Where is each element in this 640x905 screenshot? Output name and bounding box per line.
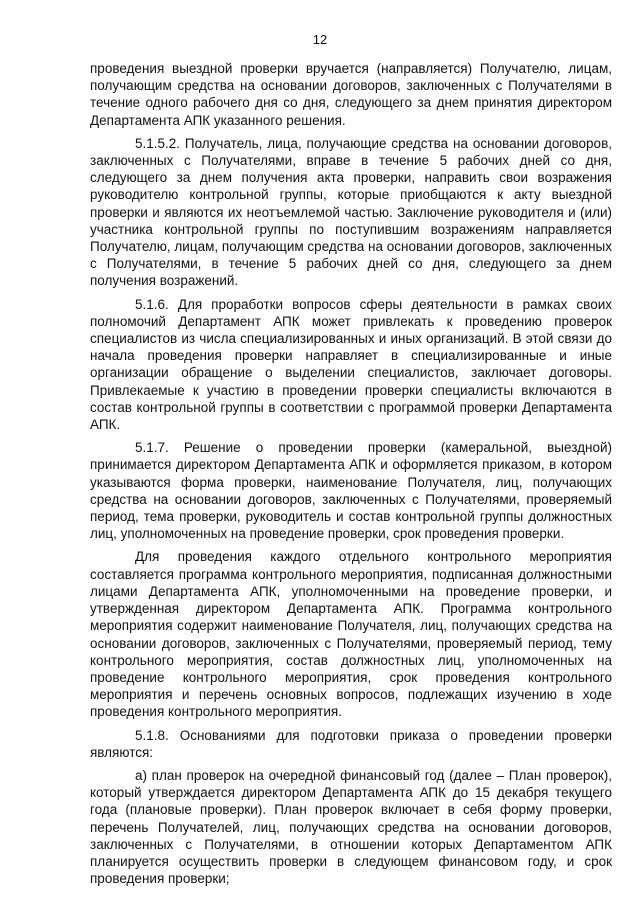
paragraph-5-1-7: 5.1.7. Решение о проведении проверки (камеральной, выездной) принимается директором Департамента АПК и оформляется приказом, в котором указываются форма проверки, наименование Получателя, лиц, получающих средства на основании договоров, заключенных с Получателями, проверяемый период, тема проверки, руководитель и состав контрольной группы должностных лиц, уполномоченных на проведение проверки, срок проведения проверки. bbox=[90, 440, 612, 542]
page-number: 12 bbox=[312, 32, 328, 47]
paragraph-5-1-8: 5.1.8. Основаниями для подготовки приказа о проведении проверки являются: bbox=[90, 727, 612, 760]
paragraph-5-1-5-2: 5.1.5.2. Получатель, лица, получающие средства на основании договоров, заключенных с Получателями, вправе в течение 5 рабочих дней со дня, следующего за днем получения акта проверки, направить свои возражения руководителю контрольной группы, которые приобщаются к акту выездной проверки и являются их неотъемлемой частью. Заключение руководителя и (или) участника контрольной группы по поступившим возражениям направляется Получателю, лицам, получающим средства на основании договоров, заключенных с Получателями, в течение 5 рабочих дней со дня, следующего за днем получения возражений. bbox=[90, 135, 612, 289]
paragraph-continuation: проведения выездной проверки вручается (направляется) Получателю, лицам, получающим средства на основании договоров, заключенных с Получателями в течение одного рабочего дня со дня, следующего за днем принятия директором Департамента АПК указанного решения. bbox=[90, 61, 612, 128]
paragraph-5-1-6: 5.1.6. Для проработки вопросов сферы деятельности в рамках своих полномочий Департамент АПК может привлекать к проведению проверок специалистов из числа специализированных и иных организаций. В этой связи до начала проведения проверки направляет в специализированные и иные организации обращение о выделении специалистов, заключает договоры. Привлекаемые к участию в проведении проверки специалисты включаются в состав контрольной группы в соответствии с программой проверки Департамента АПК. bbox=[90, 296, 612, 433]
paragraph-item-a: а) план проверок на очередной финансовый год (далее – План проверок), который утверждается директором Департамента АПК до 15 декабря текущего года (плановые проверки). План проверок включает в себя форму проверки, перечень Получателей, лиц, получающих средства на основании договоров, заключенных с Получателями, в отношении которых Департаментом АПК планируется осуществить проверки в следующем финансовом году, и срок проведения проверки; bbox=[90, 767, 612, 887]
document-body bbox=[90, 60, 612, 893]
paragraph-program: Для проведения каждого отдельного контрольного мероприятия составляется программа контрольного мероприятия, подписанная должностными лицами Департамента АПК, уполномоченными на проведение проверки, и утвержденная директором Департамента АПК. Программа контрольного мероприятия содержит наименование Получателя, лиц, получающих средства на основании договоров, заключенных с Получателями, проверяемый период, тему контрольного мероприятия, состав должностных лиц, уполномоченных на проведение контрольного мероприятия, срок проведения контрольного мероприятия и перечень основных вопросов, подлежащих изучению в ходе проведения контрольного мероприятия. bbox=[90, 549, 612, 720]
